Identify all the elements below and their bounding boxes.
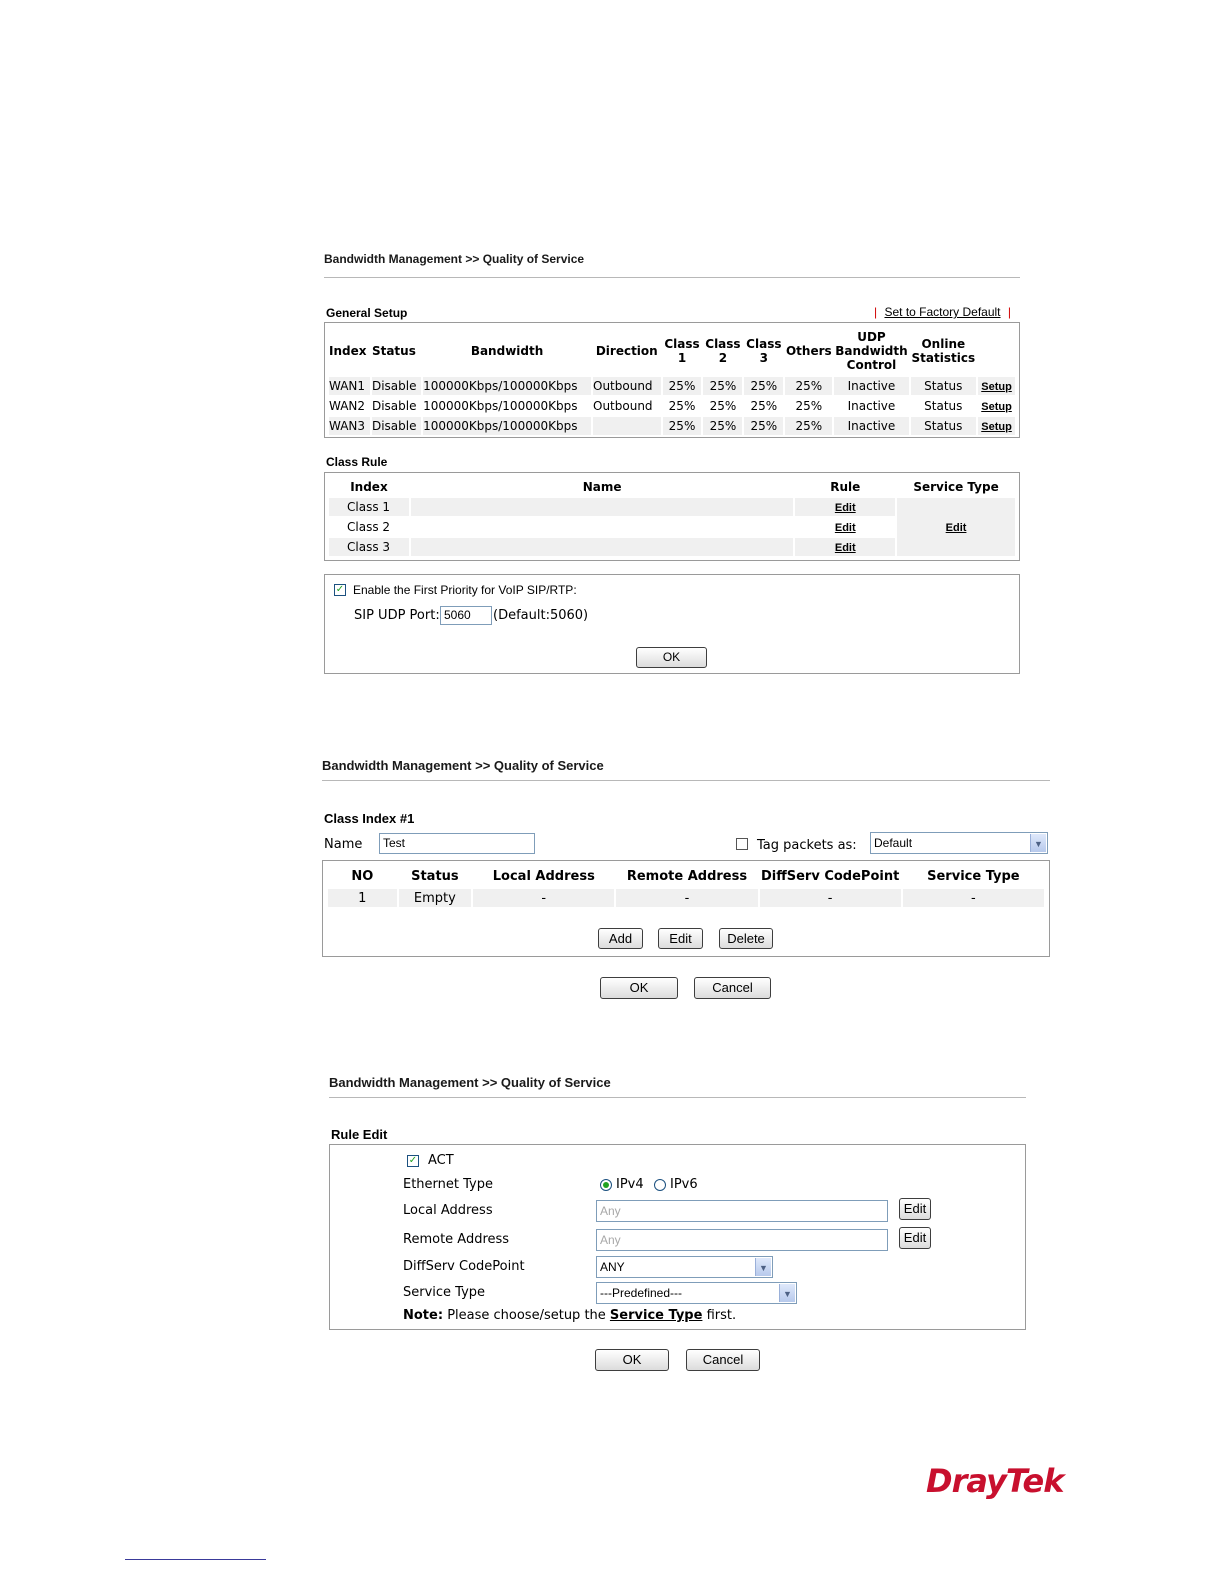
service-type-edit-link[interactable]: Edit (945, 522, 967, 534)
cell-direction: Outbound (593, 399, 653, 413)
setup-link-wan1[interactable]: Setup (981, 381, 1012, 393)
col-service-type: Service Type (927, 868, 1020, 884)
factory-default-link-wrap: | Set to Factory Default | (874, 305, 1011, 319)
cell-service: - (903, 889, 1044, 907)
table-row (329, 498, 1015, 516)
cell-index: Class 3 (329, 538, 409, 556)
rule-edit-link-class1[interactable]: Edit (834, 502, 856, 514)
cell-status: Disable (371, 399, 417, 413)
cell-name (411, 518, 794, 536)
cell-index: Class 1 (329, 498, 409, 516)
class-rule-table (327, 475, 1017, 558)
cell-bandwidth: 100000Kbps/100000Kbps (423, 417, 591, 435)
col-setup (978, 327, 1015, 375)
class-index-title: Class Index #1 (324, 811, 415, 826)
col-online-statistics: Online Statistics (911, 337, 976, 365)
cell-online: Status (924, 399, 963, 413)
col-rule: Rule (830, 479, 861, 494)
diffserv-label: DiffServ CodePoint (403, 1259, 525, 1274)
ok-button[interactable]: OK (600, 977, 678, 999)
note-end: first. (706, 1308, 737, 1323)
local-address-edit-button[interactable]: Edit (899, 1198, 931, 1220)
col-status: Status (411, 868, 459, 884)
ipv4-label: IPv4 (616, 1177, 644, 1192)
col-local-address: Local Address (492, 868, 595, 884)
cell-no: 1 (328, 889, 397, 907)
cell-class1: 25% (663, 417, 702, 435)
col-class2: Class 2 (705, 337, 741, 365)
ok-button[interactable]: OK (595, 1349, 669, 1371)
col-index: Index (350, 479, 388, 494)
act-label: ACT (428, 1153, 454, 1168)
ethernet-type-label: Ethernet Type (403, 1177, 493, 1192)
rule-edit-link-class2[interactable]: Edit (834, 522, 856, 534)
breadcrumb: Bandwidth Management >> Quality of Service (324, 252, 585, 266)
cell-class2: 25% (703, 377, 742, 395)
ok-button[interactable]: OK (636, 647, 707, 668)
note (403, 1308, 736, 1323)
col-no: NO (351, 868, 374, 884)
cell-class3: 25% (750, 399, 778, 413)
cell-remote: - (616, 889, 757, 907)
col-class3: Class 3 (746, 337, 782, 365)
draytek-logo: DrayTek (926, 1462, 1064, 1500)
act-checkbox[interactable]: ✓ (408, 1155, 418, 1166)
delete-button[interactable]: Delete (719, 928, 773, 949)
breadcrumb: Bandwidth Management >> Quality of Service (322, 758, 604, 773)
ipv6-label: IPv6 (670, 1177, 698, 1192)
rule-edit-link-class3[interactable]: Edit (834, 542, 856, 554)
cell-class1: 25% (668, 399, 696, 413)
cell-online: Status (911, 377, 977, 395)
radio-selected-dot (603, 1182, 609, 1188)
col-udp-bandwidth-control: UDP Bandwidth Control (835, 330, 908, 372)
cell-bandwidth: 100000Kbps/100000Kbps (423, 399, 578, 413)
col-diffserv: DiffServ CodePoint (760, 868, 900, 884)
ipv6-radio[interactable] (654, 1179, 666, 1191)
cancel-button[interactable]: Cancel (686, 1349, 760, 1371)
table-row (329, 417, 1015, 435)
cell-others: 25% (785, 377, 832, 395)
note-label: Note: (403, 1308, 444, 1323)
rule-edit-title: Rule Edit (331, 1127, 388, 1142)
class-filter-table (326, 863, 1046, 909)
remote-address-edit-button[interactable]: Edit (899, 1227, 931, 1249)
edit-button[interactable]: Edit (658, 928, 703, 949)
chevron-down-icon: ▼ (779, 1284, 795, 1302)
note-text: Please choose/setup the (447, 1308, 606, 1323)
setup-link-wan2[interactable]: Setup (981, 401, 1012, 413)
tag-packets-label: Tag packets as: (757, 838, 857, 853)
col-service-type: Service Type (913, 479, 999, 494)
general-setup-table (327, 325, 1017, 437)
diffserv-value: ANY (600, 1260, 625, 1274)
cell-udp: Inactive (847, 399, 896, 413)
cell-name (411, 498, 794, 516)
cell-udp: Inactive (834, 377, 908, 395)
cell-udp: Inactive (834, 417, 908, 435)
local-address-input[interactable]: Any (596, 1200, 888, 1222)
breadcrumb: Bandwidth Management >> Quality of Service (329, 1075, 611, 1090)
cell-diffserv: - (760, 889, 901, 907)
add-button[interactable]: Add (598, 928, 643, 949)
class-rule-frame (324, 472, 1020, 561)
sip-udp-port-input[interactable]: 5060 (440, 606, 492, 625)
cell-index: WAN2 (329, 399, 366, 413)
service-type-label: Service Type (403, 1285, 486, 1300)
remote-address-label: Remote Address (403, 1232, 510, 1247)
sip-default-hint: (Default:5060) (493, 608, 589, 623)
col-remote-address: Remote Address (626, 868, 748, 884)
diffserv-select[interactable] (596, 1256, 773, 1278)
cell-bandwidth: 100000Kbps/100000Kbps (423, 377, 591, 395)
class-name-input[interactable]: Test (379, 833, 535, 854)
cell-online: Status (911, 417, 977, 435)
cell-name (411, 538, 794, 556)
tag-packets-value: Default (874, 836, 913, 850)
service-type-link[interactable]: Service Type (609, 1308, 703, 1323)
local-address-label: Local Address (403, 1203, 493, 1218)
set-factory-default-link[interactable]: Set to Factory Default (884, 305, 1001, 319)
cell-class3: 25% (744, 417, 783, 435)
voip-priority-checkbox[interactable]: ✓ (335, 584, 345, 595)
cell-direction (593, 417, 661, 435)
divider (322, 780, 1050, 781)
cell-status: Empty (399, 889, 472, 907)
voip-priority-label: Enable the First Priority for VoIP SIP/RTP: (353, 583, 577, 597)
cell-direction: Outbound (593, 377, 661, 395)
class-rule-title: Class Rule (326, 455, 388, 469)
service-type-select[interactable] (596, 1282, 797, 1304)
sip-udp-port-label: SIP UDP Port: (354, 608, 440, 623)
cell-index: Class 2 (347, 520, 391, 534)
remote-address-input[interactable]: Any (596, 1229, 888, 1251)
table-row (329, 397, 1015, 415)
cancel-button[interactable]: Cancel (694, 977, 771, 999)
cell-local: - (473, 889, 614, 907)
cell-index: WAN1 (329, 377, 370, 395)
divider (324, 277, 1020, 278)
cell-class2: 25% (709, 399, 737, 413)
name-label: Name (324, 837, 363, 852)
col-name: Name (582, 479, 622, 494)
cell-status: Disable (372, 417, 421, 435)
cell-others: 25% (785, 417, 832, 435)
general-setup-table-frame (324, 322, 1020, 438)
table-row (329, 377, 1015, 395)
col-class1: Class 1 (664, 337, 700, 365)
col-bandwidth: Bandwidth (470, 344, 544, 358)
col-status: Status (371, 344, 416, 358)
chevron-down-icon: ▼ (755, 1258, 771, 1276)
cell-index: WAN3 (329, 417, 370, 435)
footnote-rule (125, 1559, 266, 1560)
col-direction: Direction (595, 344, 658, 358)
cell-class2: 25% (703, 417, 742, 435)
setup-link-wan3[interactable]: Setup (981, 421, 1012, 433)
chevron-down-icon: ▼ (1030, 834, 1046, 852)
cell-class3: 25% (744, 377, 783, 395)
tag-packets-checkbox[interactable] (736, 838, 748, 850)
ipv4-radio[interactable] (600, 1179, 612, 1191)
cell-status: Disable (372, 377, 421, 395)
cell-class1: 25% (663, 377, 702, 395)
divider (329, 1097, 1026, 1098)
table-row (328, 889, 1044, 907)
cell-others: 25% (795, 399, 823, 413)
col-others: Others (785, 344, 832, 358)
tag-packets-select[interactable] (870, 832, 1048, 854)
col-index: Index (329, 344, 367, 358)
general-setup-title: General Setup (326, 306, 408, 320)
service-type-value: ---Predefined--- (600, 1286, 683, 1300)
